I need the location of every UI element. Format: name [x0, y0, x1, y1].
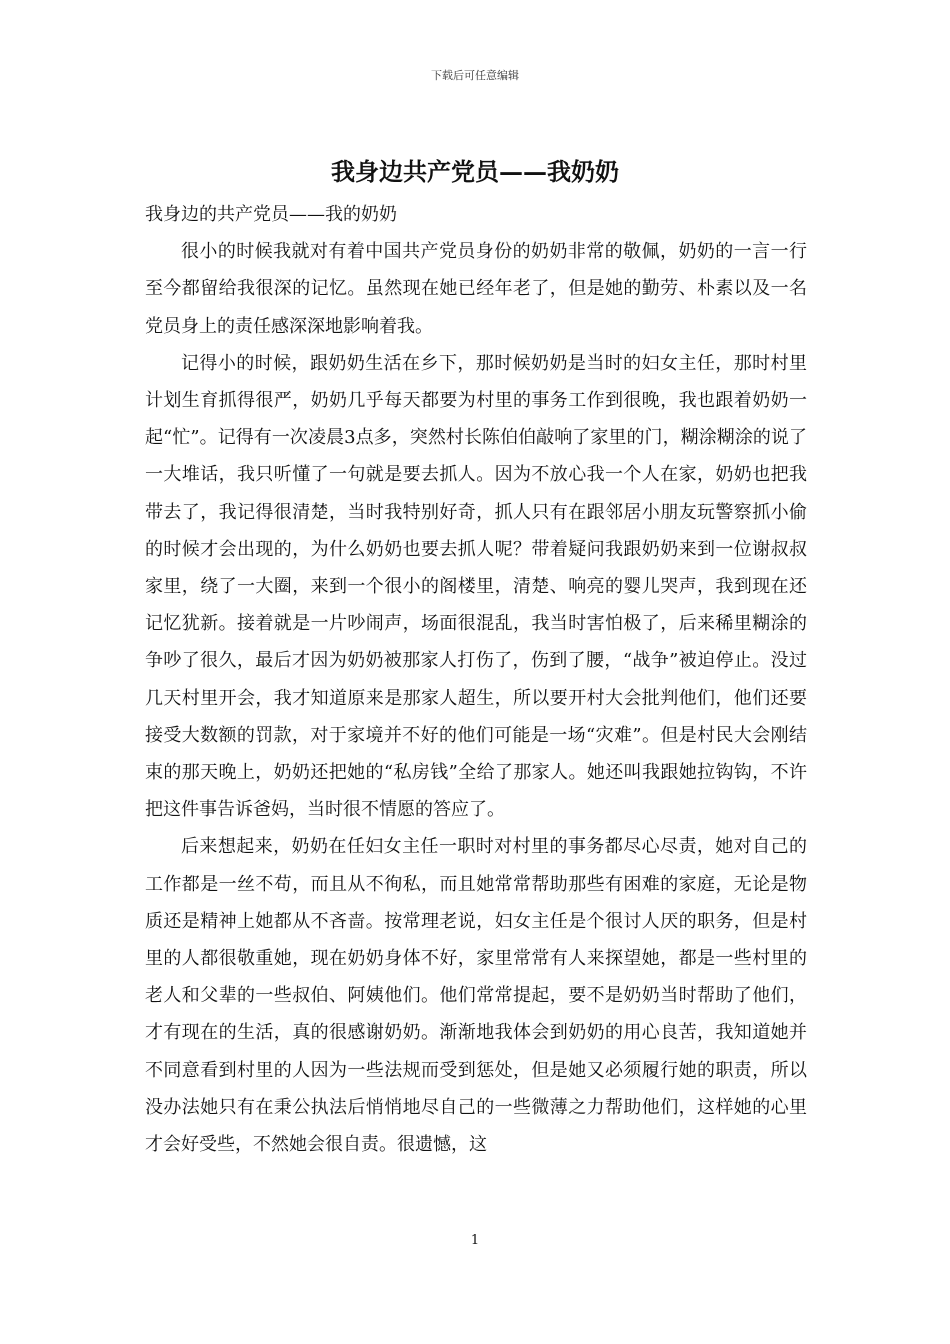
document-body	[145, 196, 807, 1163]
paragraph-3: 后来想起来，奶奶在任妇女主任一职时对村里的事务都尽心尽责，她对自己的工作都是一丝不苟，而且从不徇私，而且她常常帮助那些有困难的家庭，无论是物质还是精神上她都从不吝啬。按常理老说，妇女主任是个很讨人厌的职务，但是村里的人都很敬重她，现在奶奶身体不好，家里常常有人来探望她，都是一些村里的老人和父辈的一些叔伯、阿姨他们。他们常常提起，要不是奶奶当时帮助了他们，才有现在的生活，真的很感谢奶奶。渐渐地我体会到奶奶的用心良苦，我知道她并不同意看到村里的人因为一些法规而受到惩处，但是她又必须履行她的职责，所以没办法她只有在秉公执法后悄悄地尽自己的一些微薄之力帮助他们，这样她的心里才会好受些，不然她会很自责。很遗憾，这	[145, 836, 807, 1156]
paragraph-1: 很小的时候我就对有着中国共产党员身份的奶奶非常的敬佩，奶奶的一言一行至今都留给我很深的记忆。虽然现在她已经年老了，但是她的勤劳、朴素以及一名党员身上的责任感深深地影响着我。	[145, 241, 807, 337]
paragraph-2: 记得小的时候，跟奶奶生活在乡下，那时候奶奶是当时的妇女主任，那时村里计划生育抓得很严，奶奶几乎每天都要为村里的事务工作到很晚，我也跟着奶奶一起“忙”。记得有一次凌晨3点多，突然村长陈伯伯敲响了家里的门，糊涂糊涂的说了一大堆话，我只听懂了一句就是要去抓人。因为不放心我一个人在家，奶奶也把我带去了，我记得很清楚，当时我特别好奇，抓人只有在跟邻居小朋友玩警察抓小偷的时候才会出现的，为什么奶奶也要去抓人呢？带着疑问我跟奶奶来到一位谢叔叔家里，绕了一大圈，来到一个很小的阁楼里，清楚、响亮的婴儿哭声，我到现在还记忆犹新。接着就是一片吵闹声，场面很混乱，我当时害怕极了，后来稀里糊涂的争吵了很久，最后才因为奶奶被那家人打伤了，伤到了腰，“战争”被迫停止。没过几天村里开会，我才知道原来是那家人超生，所以要开村大会批判他们，他们还要接受大数额的罚款，对于家境并不好的他们可能是一场“灾难”。但是村民大会刚结束的那天晚上，奶奶还把她的“私房钱”全给了那家人。她还叫我跟她拉钩钩，不许把这件事告诉爸妈，当时很不情愿的答应了。	[145, 352, 807, 821]
page-number: 1	[470, 1233, 480, 1248]
header-note: 下载后可任意编辑	[431, 69, 519, 82]
document-title: 我身边共产党员——我奶奶	[331, 157, 619, 186]
document-subtitle: 我身边的共产党员——我的奶奶	[145, 204, 397, 225]
